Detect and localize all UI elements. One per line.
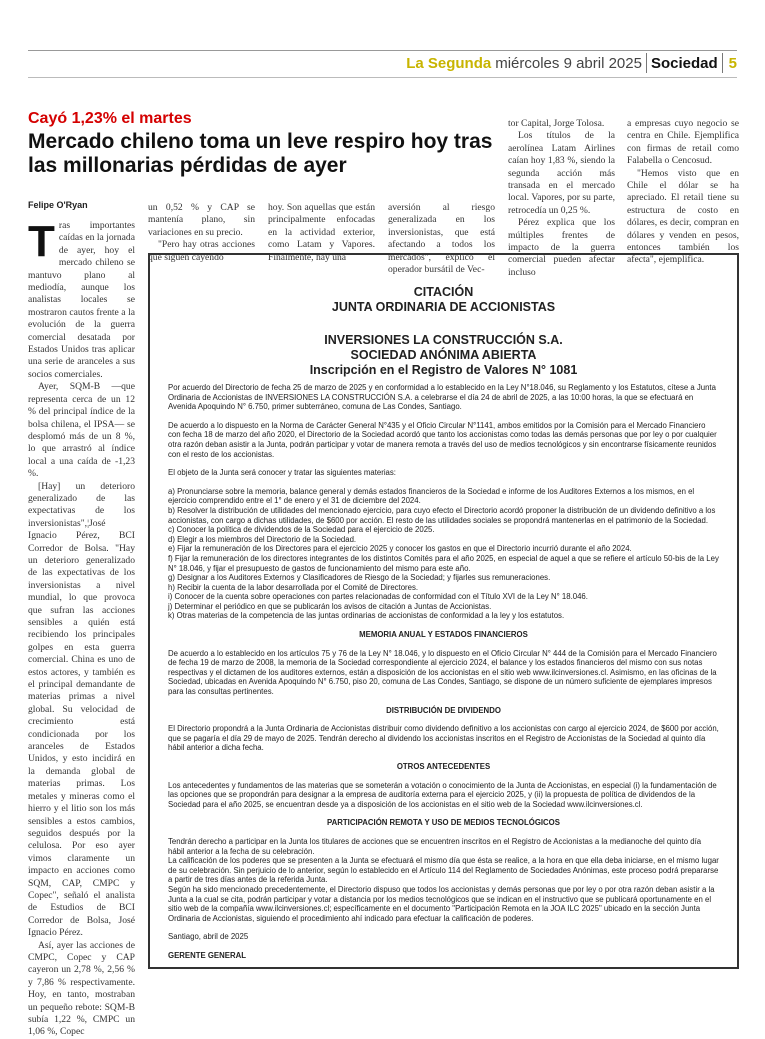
notice-paragraph: De acuerdo a lo dispuesto en la Norma de Carácter General N°435 y el Oficio Circular N°1141, ambos emitidos por la Comisión para el Mercado Financiero con fecha 18 de marzo del año 2020, el Directorio de la Sociedad acordó que tanto los accionistas como todas las demás personas que por ley o por cualquier otra razón deban asistir a la Junta, podrán participar y votar de manera remota a través del uso de medios tecnológicos y sin encontrarse físicamente reunidos con el resto de los accionistas. xyxy=(168,420,717,459)
agenda-item: b) Resolver la distribución de utilidades del mencionado ejercicio, para cuyo efecto el Directorio acordó proponer la distribución de un dividendo definitivo a los accionistas, con cargo a dichas utilidades, de $600 por acción. El resto de las utilidades sociales se propondrá mantenerlas en el patrimonio de la Sociedad. xyxy=(168,505,716,525)
masthead-divider xyxy=(646,53,647,73)
notice-subtitle: JUNTA ORDINARIA DE ACCIONISTAS xyxy=(331,300,556,314)
notice-paragraph: Tendrán derecho a participar en la Junta los titulares de acciones que se encuentren inscritos en el Registro de Accionistas a la medianoche del quinto día hábil anterior a la fecha de su celebración. xyxy=(168,836,702,856)
agenda-item: k) Otras materias de la competencia de las juntas ordinarias de accionistas de conformidad a la ley y los estatutos. xyxy=(168,611,565,621)
article-paragraph: hoy. Son aquellas que están principalmente enfocadas en la actividad exterior, como Latam y Vapores. Finalmente, hay una xyxy=(268,202,375,263)
article-paragraph: Los títulos de la aerolínea Latam Airlines caían hoy 1,83 %, siendo la segunda acción más transada en el mercado local. Vapores, por su parte, retrocedía un 0,25 %. xyxy=(508,130,615,216)
section-heading: DISTRIBUCIÓN DE DIVIDENDO xyxy=(386,705,501,715)
agenda-item: i) Conocer de la cuenta sobre operaciones con partes relacionadas de conformidad con el Título XVI de la Ley N° 18.046. xyxy=(168,592,588,602)
notice-paragraph: De acuerdo a lo establecido en los artículos 75 y 76 de la Ley N° 18.046, y lo dispuesto en el Oficio Circular N° 444 de la Comisión para el Mercado Financiero de fecha 19 de marzo de 2008, la memoria de la Sociedad correspondiente al ejercicio 2024, el balance y los estados financieros del mismo con sus notas respectivas y el dictamen de los auditores externos, están a disposición de los accionistas en el sitio web www.ilcinversiones.cl. Asimismo, en las oficinas de la Sociedad, ubicadas en Avenida Apoquindo N° 6.750, piso 20, comuna de Las Condes, Santiago, se dispone de un número suficiente de ejemplares impresos para las consultas pertinentes. xyxy=(168,648,717,697)
agenda-item: g) Designar a los Auditores Externos y Clasificadores de Riesgo de la Sociedad; y fijarles sus remuneraciones. xyxy=(168,573,551,583)
agenda-list xyxy=(168,487,719,621)
article-paragraph: "Pero hay otras acciones que siguen cayendo xyxy=(148,239,255,263)
article-paragraph: Ayer, SQM-B —que representa cerca de un 12 % del principal índice de la bolsa chilena, el IPSA— se desplomó más de un 8 %, lo que arrastró al índice local a una caída de -1,23 %. xyxy=(28,381,135,480)
masthead-divider xyxy=(722,53,723,73)
company-type: SOCIEDAD ANÓNIMA ABIERTA xyxy=(350,348,537,362)
article-byline: Felipe O'Ryan xyxy=(28,200,88,210)
agenda-item: d) Elegir a los miembros del Directorio de la Sociedad. xyxy=(168,534,357,544)
notice-paragraph: Según ha sido mencionado precedentemente, el Directorio dispuso que todos los accionistas y demás personas que por ley o por otra razón deban asistir a la Junta a la cual se cita, podrán participar y votar a distancia por los medios tecnológicos que se indican en el instructivo que se publicará oportunamente en el sitio web de la compañía www.ilcinversiones.cl; específicamente en el documento "Participación Remota en la JOA ILC 2025" ubicado en la sección Junta Ordinaria de Accionistas, siguiendo el procedimiento ahí indicado para efectuar la calificación de poderes. xyxy=(168,884,715,923)
notice-paragraph: El objeto de la Junta será conocer y tratar las siguientes materias: xyxy=(168,468,396,478)
section-heading: MEMORIA ANUAL Y ESTADOS FINANCIEROS xyxy=(359,630,528,640)
signature: GERENTE GENERAL xyxy=(168,950,246,960)
place-date: Santiago, abril de 2025 xyxy=(168,932,249,942)
masthead xyxy=(406,52,737,74)
article-paragraph: Así, ayer las acciones de CMPC, Copec y CAP cayeron un 2,78 %, 2,56 % y 7,86 % respectivamente. Hoy, en tanto, mostraban un pequeño rebote: SQM-B subía 1,22 %, CMPC un 1,06 %, Copec xyxy=(28,939,135,1038)
agenda-item: f) Fijar la remuneración de los directores integrantes de los distintos Comités para el año 2025, en especial de aquel a que se refiere el artículo 50-bis de la Ley N° 18.046, y fijar el presupuesto de gastos de funcionamiento del mismo para este año. xyxy=(168,553,719,573)
section-heading: OTROS ANTECEDENTES xyxy=(396,762,491,771)
section-name: Sociedad xyxy=(650,54,718,72)
article-column-6 xyxy=(627,118,739,267)
header-bottom-rule xyxy=(28,77,737,78)
agenda-item: c) Conocer la política de dividendos de la Sociedad para el ejercicio de 2025. xyxy=(168,525,435,535)
shareholders-meeting-notice xyxy=(148,253,739,969)
company-name: INVERSIONES LA CONSTRUCCIÓN S.A. xyxy=(324,333,563,347)
article-paragraph: "Hemos visto que en Chile el dólar se ha apreciado. El retail tiene su estructura de costo en dólares, es decir, compran en dólares y venden en pesos, entonces también los afecta", ejemplifica. xyxy=(627,167,739,266)
article-paragraph: Pérez explica que los múltiples frentes de impacto de la guerra comercial pueden afectar incluso xyxy=(508,217,615,278)
agenda-item: j) Determinar el periódico en que se publicarán los avisos de citación a Juntas de Accionistas. xyxy=(168,601,492,611)
article-headline: Mercado chileno toma un leve respiro hoy tras las millonarias pérdidas de ayer xyxy=(28,130,493,177)
notice-paragraph: La calificación de los poderes que se presenten a la Junta se efectuará el mismo día que ésta se realice, a la hora en que ella deba iniciarse, en el mismo lugar de su celebración. Sin perjuicio de lo anterior, según lo establecido en el Artículo 114 del Reglamento de Sociedades Anónimas, este proceso podrá prepararse a partir de tres días antes de la referida Junta. xyxy=(168,856,719,885)
article-column-1 xyxy=(28,217,135,1039)
article-paragraph: tor Capital, Jorge Tolosa. xyxy=(508,118,605,129)
article-kicker: Cayó 1,23% el martes xyxy=(28,110,192,127)
registry-number: Inscripción en el Registro de Valores N° 1081 xyxy=(309,363,578,377)
header-top-rule xyxy=(28,50,737,51)
notice-title: CITACIÓN xyxy=(413,285,474,299)
page-number: 5 xyxy=(728,54,737,72)
agenda-item: a) Pronunciarse sobre la memoria, balance general y demás estados financieros de la Sociedad e informe de los Auditores Externos a los mismos, en el ejercicio comprendido entre el 1° de enero y el 31 de diciembre del 2024. xyxy=(168,486,695,506)
section-heading: PARTICIPACIÓN REMOTA Y USO DE MEDIOS TECNOLÓGICOS xyxy=(327,818,560,828)
issue-date: miércoles 9 abril 2025 xyxy=(495,54,642,72)
drop-cap: T xyxy=(28,217,55,266)
article-paragraph: un 0,52 % y CAP se mantenía plano, sin variaciones en su precio. xyxy=(148,202,255,238)
agenda-item: e) Fijar la remuneración de los Directores para el ejercicio 2025 y conocer los gastos en que el Directorio incurrió durante el año 2024. xyxy=(168,544,632,554)
notice-body xyxy=(168,383,719,970)
article-paragraph: a empresas cuyo negocio se centra en Chile. Ejemplifica con firmas de retail como Falabella o Cencosud. xyxy=(627,118,739,167)
agenda-item: h) Recibir la cuenta de la labor desarrollada por el Comité de Directores. xyxy=(168,582,419,592)
article-paragraph: [Hay] un deterioro generalizado de las expectativas de los inversionistas",¦José Ignacio Pérez, BCI Corredor de Bolsa. "Hay un deterioro generalizado de las expectativas de los inversionistas a nivel mundial, lo que provoca que sufran las acciones sensibles a quién está recibiendo los principales golpes en esta guerra comercial. China es uno de estos actores, y también es el principal demandante de materias primas a nivel global. Su velocidad de crecimiento está condicionada por los aranceles de Estados Unidos, y esto incidirá en la demanda global de materias primas. Los metales y mineras como el hierro y el litio son los más sensibles a estos cambios, seguidos después por la celulosa. Por eso ayer vimos claramente un impacto en acciones como SQM, CAP, CMPC y Copec", señaló el analista de Estudios de BCI Corredor de Bolsa, José Ignacio Pérez. xyxy=(28,480,135,939)
notice-paragraph: Los antecedentes y fundamentos de las materias que se someterán a votación o conocimiento de la Junta de Accionistas, en especial (i) la fundamentación de las opciones que se propondrán para designar a la empresa de auditoría externa para el ejercicio 2025, y (ii) la propuesta de política de dividendos de la Sociedad para el año 2025, se encuentran desde ya a disposición de los accionistas en el sitio web de la Sociedad www.ilcinversiones.cl. xyxy=(168,780,717,809)
article-paragraph: Tras importantes caídas en la jornada de ayer, hoy el mercado chileno se mantuvo plano al mediodía, aunque los analistas locales se mostraron cautos frente a la evolución de la guerra comercial desatada por Estados Unidos tras aplicar una serie de aranceles a sus socios comerciales. xyxy=(28,217,135,380)
newspaper-name: La Segunda xyxy=(406,54,492,72)
notice-paragraph: El Directorio propondrá a la Junta Ordinaria de Accionistas distribuir como dividendo definitivo a los accionistas con cargo al ejercicio 2024, de $600 por acción, que se pagaría el día 29 de mayo de 2025. Tendrán derecho al dividendo los accionistas inscritos en el Registro de Accionistas de la Sociedad al quinto día hábil anterior a dicha fecha. xyxy=(168,724,719,753)
notice-paragraph: Por acuerdo del Directorio de fecha 25 de marzo de 2025 y en conformidad a lo establecido en la Ley N°18.046, su Reglamento y los Estatutos, cítese a Junta Ordinaria de Accionistas de INVERSIONES LA CONSTRUCCIÓN S.A. a celebrarse el día 24 de abril de 2025, a las 10:00 horas, la que se efectuará en Avenida Apoquindo N° 6.750, primer subterráneo, comuna de Las Condes, Santiago. xyxy=(168,383,716,412)
article-paragraph: aversión al riesgo generalizada en los inversionistas, que está afectando a todos los mercados", explicó el operador bursátil de Vec- xyxy=(388,202,495,276)
